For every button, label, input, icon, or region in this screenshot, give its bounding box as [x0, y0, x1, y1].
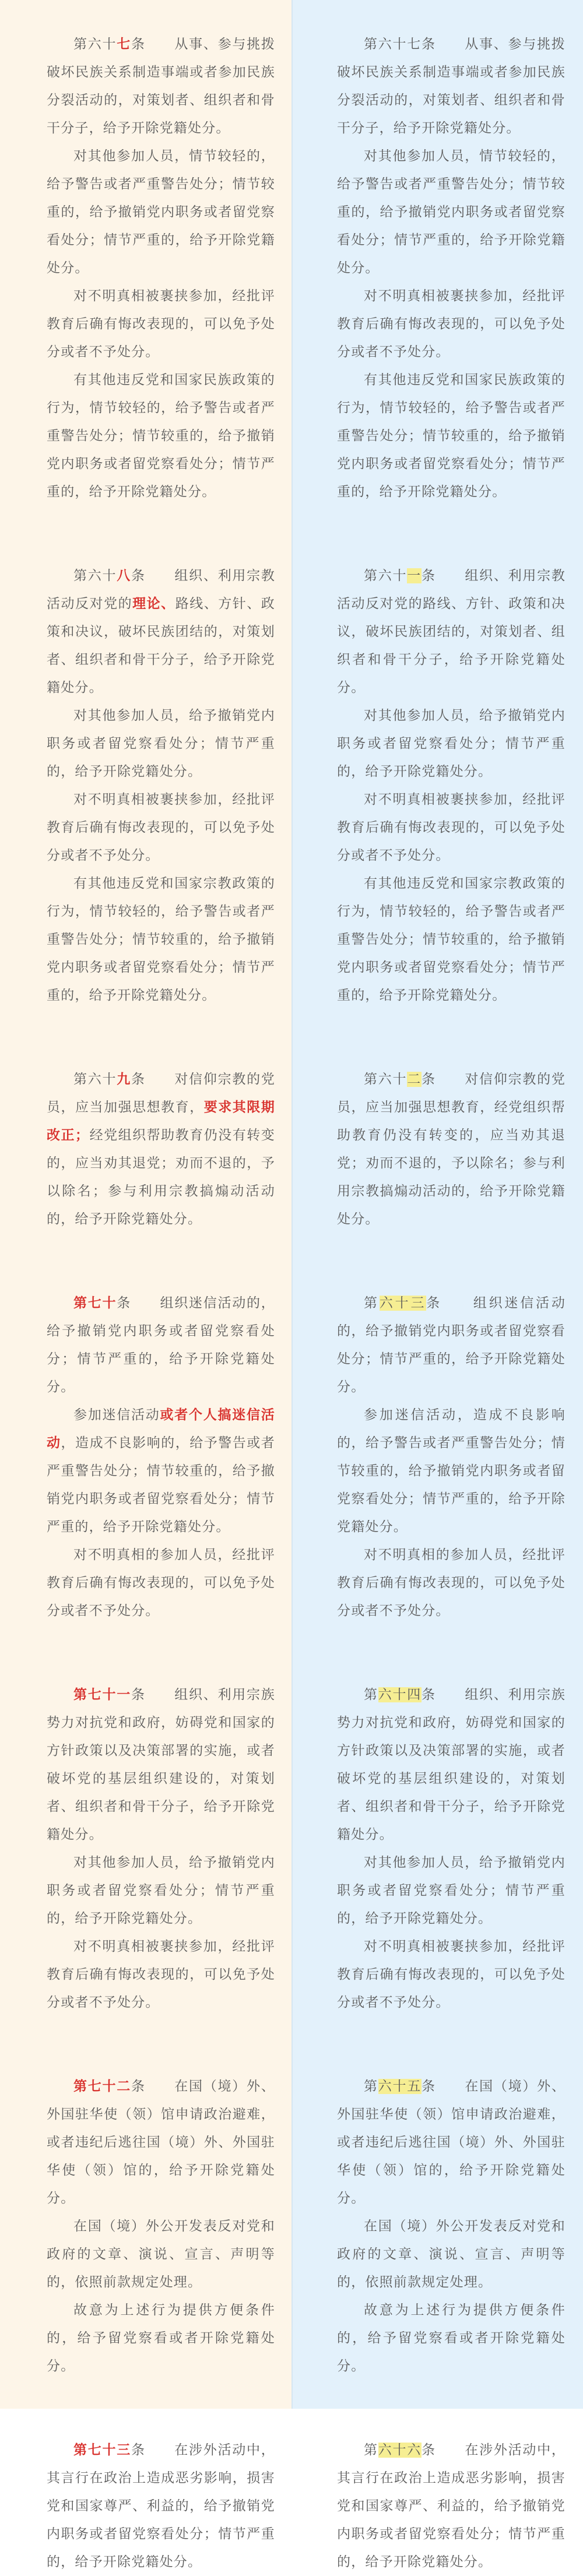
body-text: 对不明真相被裹挟参加，经批评教育后确有悔改表现的，可以免予处分或者不予处分。 [47, 1939, 275, 2010]
article-paragraph [47, 702, 275, 786]
article-paragraph [47, 1401, 275, 1541]
body-text: 对其他参加人员，情节较轻的，给予警告或者严重警告处分；情节较重的，给予撤销党内职务或者留党察看处分；情节严重的，给予开除党籍处分。 [47, 149, 275, 276]
changed-number: 六十五 [378, 2079, 422, 2094]
article-number [73, 2079, 146, 2094]
body-text: 故意为上述行为提供方便条件的，给予留党察看或者开除党籍处分。 [47, 2303, 275, 2374]
changed-number: 第七十三 [73, 2443, 132, 2458]
article-number [364, 2443, 436, 2458]
article-number [73, 2443, 146, 2458]
body-text: 对其他参加人员，给予撤销党内职务或者留党察看处分；情节严重的，给予开除党籍处分。 [47, 708, 275, 779]
article-number-text: 第 [364, 1296, 380, 1311]
article-paragraph [47, 562, 275, 702]
body-text: 有其他违反党和国家宗教政策的行为，情节较轻的，给予警告或者严重警告处分；情节较重的，给予撤销党内职务或者留党察看处分；情节严重的，给予开除党籍处分。 [47, 876, 275, 1003]
body-text: ，造成不良影响的，给予警告或者严重警告处分；情节较重的，给予撤销党内职务或者留党察看处分；情节严重的，给予开除党籍处分。 [47, 1435, 276, 1535]
article [337, 2072, 566, 2380]
article-number-text: 第六十 [73, 37, 117, 52]
article-paragraph [337, 1541, 566, 1625]
body-text: 组织迷信活动的，给予撤销党内职务或者留党察看处分；情节严重的，给予开除党籍处分。 [47, 1296, 276, 1395]
article-paragraph [337, 1933, 566, 2017]
article [337, 2436, 566, 2576]
article-number-text: 第 [364, 2079, 378, 2094]
article-number-text: 条 [422, 1072, 436, 1087]
article-gap [337, 2017, 566, 2072]
article-paragraph [47, 1541, 275, 1625]
article [47, 562, 275, 1009]
body-text: 对不明真相的参加人员，经批评教育后确有悔改表现的，可以免予处分或者不予处分。 [337, 1547, 566, 1618]
body-text: 故意为上述行为提供方便条件的，给予留党察看或者开除党籍处分。 [337, 2303, 566, 2374]
article [47, 1681, 275, 2017]
article-number-text: 第 [364, 1687, 378, 1702]
body-text: 在国（境）外公开发表反对党和政府的文章、演说、宣言、声明等的，依照前款规定处理。 [337, 2219, 566, 2290]
changed-number: 七 [117, 37, 132, 52]
article-paragraph [47, 2212, 275, 2296]
article-number-text: 条 [131, 2443, 146, 2458]
article-number-text: 第 [364, 2443, 378, 2458]
changed-number: 第七十 [73, 1296, 117, 1311]
article [47, 1289, 275, 1625]
article-paragraph [47, 2296, 275, 2380]
article-number-text: 条 [422, 2443, 436, 2458]
article-paragraph [47, 1065, 275, 1233]
article-number-text: 条 [422, 1687, 436, 1702]
article-gap [47, 2017, 275, 2072]
article-number [73, 37, 146, 52]
article-number-text: 条 [131, 37, 146, 52]
article-gap [337, 1625, 566, 1681]
article-gap [47, 2380, 275, 2436]
article-number [364, 1072, 436, 1087]
article-paragraph [47, 2072, 275, 2212]
article-paragraph [337, 2296, 566, 2380]
article-number [73, 1687, 146, 1702]
body-text: 在涉外活动中，其言行在政治上造成恶劣影响，损害党和国家尊严、利益的，给予撤销党内职务或者留党察看处分；情节严重的，给予开除党籍处分。 [337, 2443, 566, 2570]
body-text: 对不明真相被裹挟参加，经批评教育后确有悔改表现的，可以免予处分或者不予处分。 [47, 288, 275, 360]
body-text: 组织、利用宗教活动反对党的路线、方针、政策和决议，破坏民族团结的，对策划者、组织者和骨干分子，给予开除党籍处分。 [337, 568, 566, 695]
body-text: 组织、利用宗族势力对抗党和政府，妨碍党和国家的方针政策以及决策部署的实施，或者破坏党的基层组织建设的，对策划者、组织者和骨干分子，给予开除党籍处分。 [337, 1687, 566, 1842]
body-text: 组织迷信活动的，给予撤销党内职务或者留党察看处分；情节严重的，给予开除党籍处分。 [337, 1296, 566, 1395]
article-number [364, 1687, 436, 1702]
article-number [73, 1296, 131, 1311]
article [47, 1065, 275, 1233]
article-number-text: 条 [117, 1296, 132, 1311]
article-gap [47, 506, 275, 562]
article-gap [337, 1009, 566, 1065]
changed-number: 六十六 [378, 2443, 422, 2458]
article [337, 1289, 566, 1625]
article-number [73, 1072, 146, 1087]
body-text: 从事、参与挑拨破坏民族关系制造事端或者参加民族分裂活动的，对策划者、组织者和骨干分子，给予开除党籍处分。 [47, 37, 276, 136]
body-text: 有其他违反党和国家民族政策的行为，情节较轻的，给予警告或者严重警告处分；情节较重的，给予撤销党内职务或者留党察看处分；情节严重的，给予开除党籍处分。 [47, 372, 275, 499]
article-paragraph [337, 1065, 566, 1233]
article [47, 2436, 275, 2576]
article-number-text: 第六十 [364, 568, 408, 583]
body-text: 对信仰宗教的党员，应当加强思想教育， [47, 1072, 276, 1115]
article-paragraph [47, 1289, 275, 1401]
body-text: 对其他参加人员，给予撤销党内职务或者留党察看处分；情节严重的，给予开除党籍处分。 [337, 1855, 566, 1926]
article-number [364, 2079, 436, 2094]
body-text: 对其他参加人员，给予撤销党内职务或者留党察看处分；情节严重的，给予开除党籍处分。 [337, 708, 566, 779]
changed-number: 九 [117, 1072, 132, 1087]
article-number-text: 条 [131, 568, 146, 583]
added-text: 理论、 [132, 596, 175, 611]
body-text: 对不明真相的参加人员，经批评教育后确有悔改表现的，可以免予处分或者不予处分。 [47, 1547, 275, 1618]
body-text: 在国（境）外、外国驻华使（领）馆申请政治避难，或者违纪后逃往国（境）外、外国驻华使（领）馆的，给予开除党籍处分。 [337, 2079, 566, 2206]
article-paragraph [47, 786, 275, 870]
article-paragraph [337, 1289, 566, 1401]
article-paragraph [337, 142, 566, 282]
changed-number: 八 [117, 568, 132, 583]
body-text: 经党组织帮助教育仍没有转变的，应当劝其退党；劝而不退的，予以除名；参与利用宗教搞煽动活动的，给予开除党籍处分。 [47, 1128, 275, 1227]
article-paragraph [337, 2072, 566, 2212]
article-paragraph [337, 2212, 566, 2296]
article-paragraph [337, 2436, 566, 2576]
added-text: 要求其限期改正； [47, 1100, 275, 1143]
body-text: 对不明真相被裹挟参加，经批评教育后确有悔改表现的，可以免予处分或者不予处分。 [47, 792, 275, 863]
left-column-revised [0, 0, 292, 2570]
article-number-text: 条 [426, 1296, 442, 1311]
changed-number: 第七十一 [73, 1687, 132, 1702]
article [337, 1681, 566, 2017]
body-text: 组织、利用宗教活动反对党的 [47, 568, 276, 611]
article-number [364, 1296, 442, 1311]
article-paragraph [47, 1681, 275, 1849]
article-gap [47, 1009, 275, 1065]
article-gap [337, 2380, 566, 2436]
article-paragraph [47, 142, 275, 282]
article-paragraph [337, 366, 566, 506]
article-number-text: 第六十 [364, 1072, 408, 1087]
article-number-text: 条 [131, 2079, 146, 2094]
body-text: 对不明真相被裹挟参加，经批评教育后确有悔改表现的，可以免予处分或者不予处分。 [337, 288, 566, 360]
article-gap [47, 1233, 275, 1289]
changed-number: 一 [407, 568, 422, 583]
article-paragraph [337, 870, 566, 1009]
article-paragraph [337, 562, 566, 702]
article-gap [47, 1625, 275, 1681]
article-number-text: 第六十 [73, 568, 117, 583]
right-column-original [292, 0, 583, 2570]
changed-number: 六十三 [379, 1296, 427, 1311]
body-text: 对其他参加人员，情节较轻的，给予警告或者严重警告处分；情节较重的，给予撤销党内职务或者留党察看处分；情节严重的，给予开除党籍处分。 [337, 149, 566, 276]
article-paragraph [337, 30, 566, 142]
body-text: 对不明真相被裹挟参加，经批评教育后确有悔改表现的，可以免予处分或者不予处分。 [337, 1939, 566, 2010]
body-text: 在国（境）外公开发表反对党和政府的文章、演说、宣言、声明等的，依照前款规定处理。 [47, 2219, 275, 2290]
article-number-text: 第六十七条 [364, 37, 436, 52]
article [47, 30, 275, 506]
article-paragraph [47, 870, 275, 1009]
body-text: 在国（境）外、外国驻华使（领）馆申请政治避难，或者违纪后逃往国（境）外、外国驻华使（领）馆的，给予开除党籍处分。 [47, 2079, 276, 2206]
article-paragraph [337, 1401, 566, 1541]
body-text: 对信仰宗教的党员，应当加强思想教育，经党组织帮助教育仍没有转变的，应当劝其退党；劝而不退的，予以除名；参与利用宗教搞煽动活动的，给予开除党籍处分。 [337, 1072, 566, 1227]
article-paragraph [337, 1681, 566, 1849]
article-paragraph [337, 282, 566, 366]
article-number [73, 568, 146, 583]
body-text: 对其他参加人员，给予撤销党内职务或者留党察看处分；情节严重的，给予开除党籍处分。 [47, 1855, 275, 1926]
article-paragraph [337, 702, 566, 786]
added-text: 或者个人搞迷信活动 [47, 1407, 276, 1451]
article-number-text: 条 [131, 1687, 146, 1702]
body-text: 参加迷信活动，造成不良影响的，给予警告或者严重警告处分；情节较重的，给予撤销党内职务或者留党察看处分；情节严重的，给予开除党籍处分。 [337, 1407, 566, 1535]
body-text: 有其他违反党和国家宗教政策的行为，情节较轻的，给予警告或者严重警告处分；情节较重的，给予撤销党内职务或者留党察看处分；情节严重的，给予开除党籍处分。 [337, 876, 566, 1003]
article-number [364, 568, 436, 583]
changed-number: 第七十二 [73, 2079, 132, 2094]
article-paragraph [47, 30, 275, 142]
article-paragraph [47, 366, 275, 506]
article-paragraph [337, 1849, 566, 1933]
article-paragraph [337, 786, 566, 870]
article-gap [337, 506, 566, 562]
article [337, 30, 566, 506]
article-number-text: 条 [131, 1072, 146, 1087]
article [337, 1065, 566, 1233]
changed-number: 六十四 [378, 1687, 422, 1702]
article [337, 562, 566, 1009]
body-text: 参加迷信活动 [73, 1407, 160, 1423]
body-text: 对不明真相被裹挟参加，经批评教育后确有悔改表现的，可以免予处分或者不予处分。 [337, 792, 566, 863]
article-paragraph [47, 1933, 275, 2017]
article-paragraph [47, 1849, 275, 1933]
body-text: 从事、参与挑拨破坏民族关系制造事端或者参加民族分裂活动的，对策划者、组织者和骨干分子，给予开除党籍处分。 [337, 37, 566, 136]
changed-number: 二 [407, 1072, 422, 1087]
article-paragraph [47, 282, 275, 366]
body-text: 在涉外活动中，其言行在政治上造成恶劣影响，损害党和国家尊严、利益的，给予撤销党内职务或者留党察看处分；情节严重的，给予开除党籍处分。 [47, 2443, 276, 2570]
article-paragraph [47, 2436, 275, 2576]
article-number [364, 37, 436, 52]
body-text: 组织、利用宗族势力对抗党和政府，妨碍党和国家的方针政策以及决策部署的实施，或者破坏党的基层组织建设的，对策划者、组织者和骨干分子，给予开除党籍处分。 [47, 1687, 276, 1842]
body-text: 路线、方针、政策和决议，破坏民族团结的，对策划者、组织者和骨干分子，给予开除党籍处分。 [47, 596, 276, 695]
article-gap [337, 1233, 566, 1289]
body-text: 有其他违反党和国家民族政策的行为，情节较轻的，给予警告或者严重警告处分；情节较重的，给予撤销党内职务或者留党察看处分；情节严重的，给予开除党籍处分。 [337, 372, 566, 499]
article-number-text: 条 [422, 2079, 436, 2094]
article-number-text: 第六十 [73, 1072, 117, 1087]
article [47, 2072, 275, 2380]
article-number-text: 条 [422, 568, 436, 583]
